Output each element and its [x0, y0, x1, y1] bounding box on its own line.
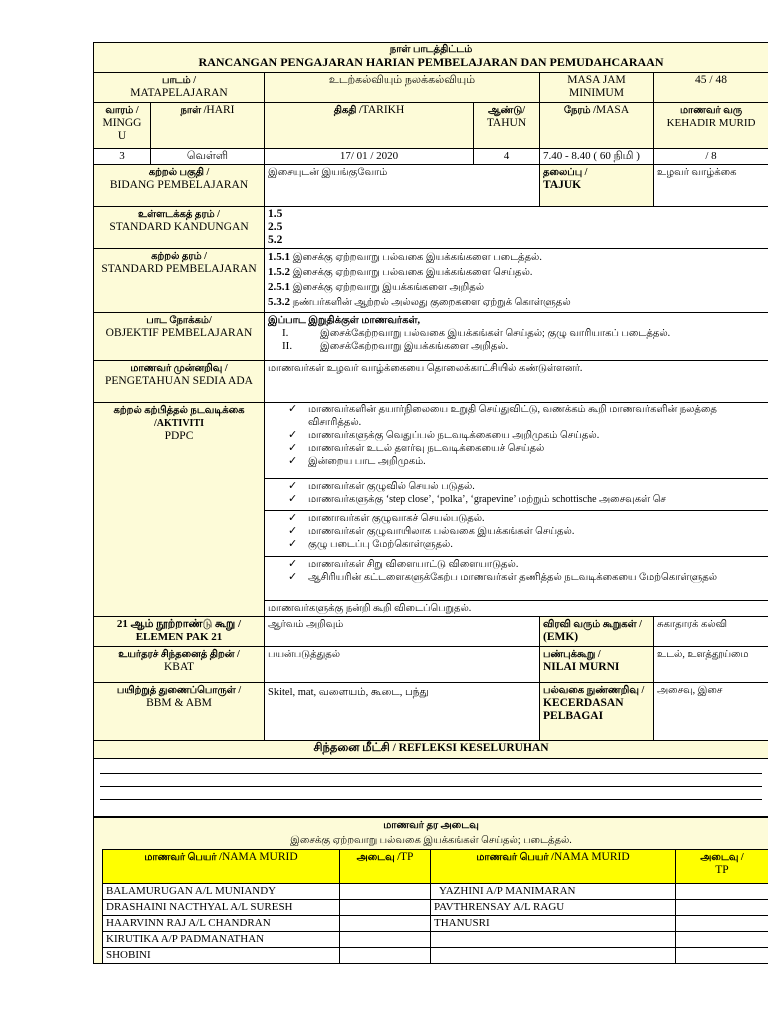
tp-student-name: KIRUTIKA A/P PADMANATHAN: [103, 931, 340, 947]
nilai-value: உடல், உளத்தூய்மை: [654, 647, 768, 683]
plan-header: [94, 43, 768, 73]
aktiviti-step: ✓ குழு படைப்பு மேற்கொள்ளுதல்.: [288, 538, 453, 550]
emk-value: சுகாதாரக் கல்வி: [654, 617, 768, 647]
tp-student-name: BALAMURUGAN A/L MUNIANDY: [103, 883, 340, 899]
tahun-label: ஆண்டு/ TAHUN: [474, 103, 540, 149]
nilai-label: பண்புக்கூறு / NILAI MURNI: [540, 647, 654, 683]
check-icon: ✓: [288, 558, 298, 570]
tp-student-name: YAZHINI A/P MANIMARAN: [431, 883, 676, 899]
hari-label: நாள் /HARI: [151, 103, 265, 149]
aktiviti-step: ✓ ஆசிரியரின் கட்டளைகளுக்கேற்ப மாணவர்கள் தணித்தல் நடவடிக்கையை மேற்கொள்ளுதல்: [288, 571, 718, 583]
tp-col-name-right: மாணவர் பெயர் /NAMA MURID: [431, 849, 676, 883]
bidang-label: கற்றல் பகுதி / BIDANG PEMBELAJARAN: [94, 165, 265, 207]
refleksi-area[interactable]: [94, 759, 768, 817]
kecerdasan-label: பல்வகை நுண்ணறிவு / KECERDASAN PELBAGAI: [540, 683, 654, 741]
tp-student-name: HAARVINN RAJ A/L CHANDRAN: [103, 915, 340, 931]
kbat-value: பயன்படுத்துதல்: [265, 647, 540, 683]
tp-col-name-left: மாணவர் பெயர் /NAMA MURID: [103, 849, 340, 883]
tp-student-name: SHOBINI: [103, 947, 340, 963]
tp-student-level[interactable]: [676, 931, 768, 947]
header-title-malay: RANCANGAN PENGAJARAN HARIAN PEMBELAJARAN DAN PEMUDAHCARAAN: [198, 55, 664, 69]
sk-item: 1.5: [268, 208, 283, 220]
check-icon: ✓: [288, 538, 298, 550]
kehadiran-value: / 8: [654, 149, 768, 165]
tajuk-value: உழவர் வாழ்க்கை: [654, 165, 768, 207]
masa-minimum-value: 45 / 48: [654, 73, 768, 103]
aktiviti-step: ✓ மாணாவர்கள் குழுவாகச் செயல்படுதல்.: [288, 512, 485, 524]
pengetahuan-label: மாணவர் முன்னறிவு / PENGETAHUAN SEDIA ADA: [94, 361, 265, 403]
hari-value: வெள்ளி: [151, 149, 265, 165]
sk-item: 2.5: [268, 221, 283, 233]
sk-item: 5.2: [268, 234, 283, 246]
elemen-value: ஆர்வம் அறிவும்: [265, 617, 540, 647]
subject-value: உடற்கல்வியும் நலக்கல்வியும்: [265, 73, 540, 103]
sp-item: 2.5.1 இசைக்கு ஏற்றவாறு இயக்கங்களை அறிதல்: [268, 281, 485, 293]
lesson-plan-sheet: [93, 42, 768, 964]
tp-student-level[interactable]: [340, 883, 431, 899]
subject-label: பாடம் / MATAPELAJARAN: [94, 73, 265, 103]
check-icon: ✓: [288, 525, 298, 537]
tp-student-name: [431, 931, 676, 947]
sp-item: 5.3.2 நண்பர்களின் ஆற்றல் அல்லது குறைகளை ஏற்றுக் கொள்ளுதல்: [268, 296, 571, 308]
tp-student-name: DRASHAINI NACTHYAL A/L SURESH: [103, 899, 340, 915]
kehadiran-label: மாணவர் வரு KEHADIR MURID: [654, 103, 768, 149]
objektif-item: I. இசைக்கேற்றவாறு பல்வகை இயக்கங்கள் செய்தல்; குழு வாரியாகப் படைத்தல்.: [282, 327, 671, 339]
header-title-tamil: நாள் பாடத்திட்டம்: [389, 44, 473, 55]
tp-student-level[interactable]: [340, 931, 431, 947]
tp-title: மாணவர் தர அடைவு: [94, 818, 768, 834]
tp-student-level[interactable]: [676, 947, 768, 963]
standard-kandungan-label: உள்ளடக்கத் தரம் / STANDARD KANDUNGAN: [94, 207, 265, 249]
standard-pembelajaran-label: கற்றல் தரம் / STANDARD PEMBELAJARAN: [94, 249, 265, 313]
tajuk-label: தலைப்பு / TAJUK: [540, 165, 654, 207]
objektif-value: [265, 313, 768, 361]
standard-pembelajaran-value: [265, 249, 768, 313]
pengetahuan-value: மாணவர்கள் உழவர் வாழ்க்கையை தொலைக்காட்சியில் கண்டுள்ளனர்.: [265, 361, 768, 403]
masa-label: நேரம் /MASA: [540, 103, 654, 149]
minggu-label: வாரம் / MINGG U: [94, 103, 151, 149]
tarikh-value: 17/ 01 / 2020: [265, 149, 474, 165]
aktiviti-step: ✓ இன்றைய பாட அறிமுகம்.: [288, 455, 426, 467]
bidang-value: இசையுடன் இயங்குவோம்: [265, 165, 540, 207]
aktiviti-group-3: [265, 511, 768, 557]
check-icon: ✓: [288, 455, 298, 467]
aktiviti-group-4: [265, 557, 768, 601]
tp-student-name: [431, 947, 676, 963]
tp-section: [93, 817, 768, 964]
elemen-label: 21 ஆம் நூற்றாண்டு கூறு / ELEMEN PAK 21: [94, 617, 265, 647]
aktiviti-group-1: [265, 403, 768, 479]
objektif-item: II. இசைக்கேற்றவாறு இயக்கங்களை அறிதல்.: [282, 340, 509, 352]
check-icon: ✓: [288, 571, 298, 583]
standard-kandungan-value: [265, 207, 768, 249]
tp-student-level[interactable]: [340, 947, 431, 963]
masa-minimum-label: MASA JAM MINIMUM: [540, 73, 654, 103]
tp-col-tp-right: அடைவு / TP: [676, 849, 768, 883]
aktiviti-step: ✓ மாணவர்களுக்கு ‘step close’, ‘polka’, ‘grapevine’ மற்றும் schottische அசைவுகள் செ: [288, 493, 666, 505]
check-icon: ✓: [288, 442, 298, 454]
aktiviti-group-2: [265, 479, 768, 511]
tahun-value: 4: [474, 149, 540, 165]
aktiviti-step: ✓ மாணவர்கள் உடல் தளர்வு நடவடிக்கையைச் செய்தல்: [288, 442, 545, 454]
lesson-plan-table: [93, 42, 768, 817]
tp-student-name: PAVTHRENSAY A/L RAGU: [431, 899, 676, 915]
tp-student-level[interactable]: [340, 915, 431, 931]
sp-item: 1.5.1 இசைக்கு ஏற்றவாறு பல்வகை இயக்கங்களை படைத்தல்.: [268, 251, 542, 263]
aktiviti-closing: மாணவர்களுக்கு நன்றி கூறி விடைப்பெறுதல்.: [265, 601, 768, 617]
tp-student-level[interactable]: [676, 899, 768, 915]
aktiviti-step: ✓ மாணவர்களுக்கு வெதுப்பல் நடவடிக்கையை அறிமுகம் செய்தல்.: [288, 429, 600, 441]
aktiviti-step: ✓ மாணவர்கள் குழுவில் செயல் படுதல்.: [288, 480, 475, 492]
tarikh-label: திகதி /TARIKH: [265, 103, 474, 149]
tp-student-name: THANUSRI: [431, 915, 676, 931]
aktiviti-step: ✓ மாணவர்கள் குழுவாயிலாக பல்வகை இயக்கங்கள் செய்தல்.: [288, 525, 575, 537]
sp-item: 1.5.2 இசைக்கு ஏற்றவாறு பல்வகை இயக்கங்களை செய்தல்.: [268, 266, 533, 278]
tp-student-level[interactable]: [676, 915, 768, 931]
aktiviti-step: ✓ மாணவர்களின் தயார்நிலையை உறுதி செய்துவிட்டு, வணக்கம் கூறி மாணவர்களின் நலத்தை விசாரித்தல்.: [288, 403, 717, 428]
refleksi-line: [100, 799, 762, 800]
tp-subtitle: இசைக்கு ஏற்றவாறு பல்வகை இயக்கங்கள் செய்தல்; படைத்தல்.: [94, 833, 768, 849]
tp-student-level[interactable]: [340, 899, 431, 915]
check-icon: ✓: [288, 403, 298, 415]
kbat-label: உயர்தரச் சிந்தனைத் திறன் / KBAT: [94, 647, 265, 683]
kecerdasan-value: அசைவு, இசை: [654, 683, 768, 741]
aktiviti-label: கற்றல் கற்பித்தல் நடவடிக்கை /AKTIVITI PDPC: [94, 403, 265, 617]
objektif-intro: இப்பாட இறுதிக்குள் மாணவர்கள்,: [268, 315, 421, 326]
minggu-value: 3: [94, 149, 151, 165]
refleksi-label: சிந்தனை மீட்சி / REFLEKSI KESELURUHAN: [94, 741, 768, 759]
aktiviti-step: ✓ மாணவர்கள் சிறு விளையாட்டு விளையாடுதல்.: [288, 558, 519, 570]
emk-label: விரவி வரும் கூறுகள் / (EMK): [540, 617, 654, 647]
masa-value: 7.40 - 8.40 ( 60 நிமி ): [540, 149, 654, 165]
objektif-label: பாட நோக்கம்/ OBJEKTIF PEMBELAJARAN: [94, 313, 265, 361]
tp-col-tp-left: அடைவு /TP: [340, 849, 431, 883]
tp-student-level[interactable]: [676, 883, 768, 899]
check-icon: ✓: [288, 480, 298, 492]
bbm-label: பயிற்றுத் துணைப்பொருள் / BBM & ABM: [94, 683, 265, 741]
check-icon: ✓: [288, 429, 298, 441]
check-icon: ✓: [288, 493, 298, 505]
bbm-value: Skitel, mat, வளையம், கூடை, பந்து: [265, 683, 540, 741]
check-icon: ✓: [288, 512, 298, 524]
